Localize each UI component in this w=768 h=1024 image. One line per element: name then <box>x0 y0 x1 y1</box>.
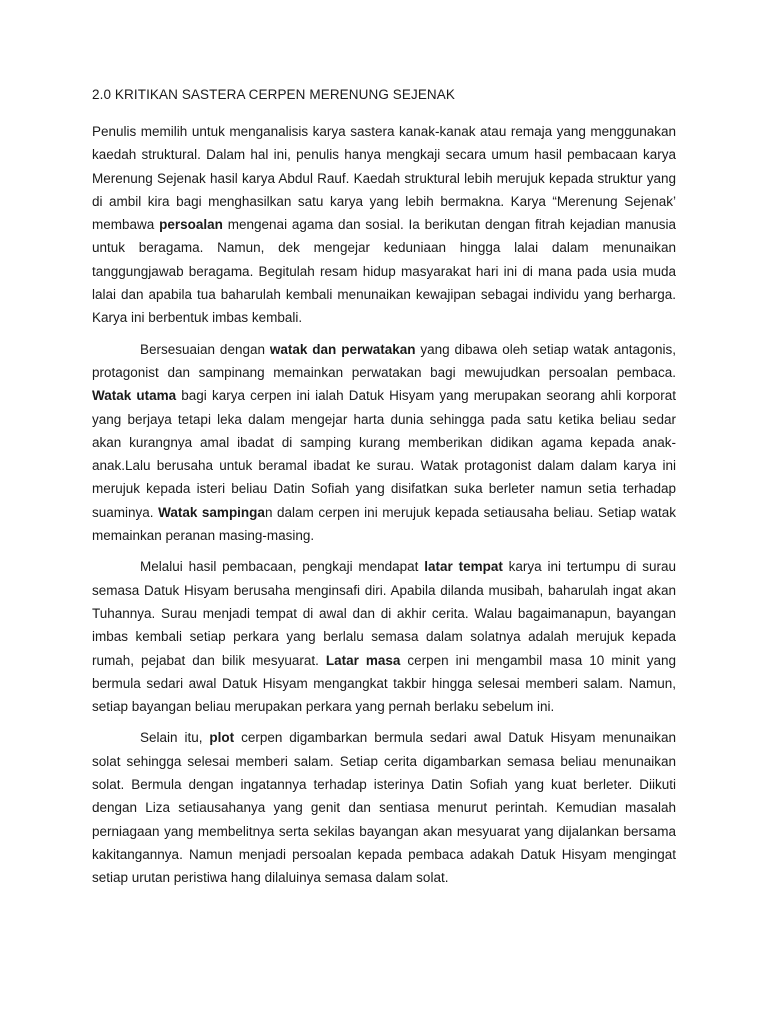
paragraph-text: mengenai agama dan sosial. Ia berikutan dengan fitrah kejadian manusia untuk beragama. Namun, dek mengejar keduniaan hingga lalai dalam menunaikan tanggungjawab beragama. Begitulah resam hidup masyarakat hari ini di mana pada usia muda lalai dan apabila tua baharulah kembali menunaikan kewajipan sebagai individu yang berharga. Karya ini berbentuk imbas kembali. <box>92 217 676 326</box>
paragraph-text: bagi karya cerpen ini ialah Datuk Hisyam yang merupakan seorang ahli korporat yang berjaya tetapi leka dalam mengejar harta dunia sehingga pada satu ketika beliau sedar akan kurangnya amal ibadat di samping kurang memberikan didikan agama kepada anak-anak.Lalu berusaha untuk beramal ibadat ke surau. Watak protagonist dalam dalam karya ini merujuk kepada isteri beliau Datin Sofiah yang disifatkan suka berleter namun setia terhadap suaminya. <box>92 388 676 520</box>
bold-term-watak-perwatakan: watak dan perwatakan <box>269 341 416 357</box>
paragraph-latar <box>92 555 676 718</box>
section-heading: 2.0 KRITIKAN SASTERA CERPEN MERENUNG SEJENAK <box>92 87 455 102</box>
paragraph-watak <box>92 338 676 548</box>
bold-term-persoalan: persoalan <box>159 217 223 233</box>
paragraph-text: Bersesuaian dengan <box>140 341 270 357</box>
paragraph-introduction <box>92 120 676 330</box>
paragraph-plot <box>92 726 676 889</box>
bold-term-watak-sampingan: Watak sampinga <box>158 504 265 520</box>
bold-term-latar-tempat: latar tempat <box>424 559 503 575</box>
bold-term-plot: plot <box>209 730 235 746</box>
paragraph-text: cerpen ini mengambil masa 10 minit yang bermula sedari awal Datuk Hisyam mengangkat takbir hingga selesai memberi salam. Namun, setiap bayangan beliau merupakan perkara yang pernah berlaku sebelum ini. <box>92 652 677 715</box>
bold-term-latar-masa: Latar masa <box>325 652 401 668</box>
paragraph-text: Selain itu, <box>140 730 210 746</box>
paragraph-text: n dalam cerpen ini merujuk kepada setiausaha beliau. Setiap watak memainkan peranan masing-masing. <box>92 504 676 544</box>
bold-term-watak-utama: Watak utama <box>92 388 177 404</box>
paragraph-text: yang dibawa oleh setiap watak antagonis, protagonist dan sampinang memainkan perwatakan bagi mewujudkan persoalan pembaca. <box>92 341 676 380</box>
paragraph-text: Melalui hasil pembacaan, pengkaji mendapat <box>140 559 425 575</box>
paragraph-text: Penulis memilih untuk menganalisis karya sastera kanak-kanak atau remaja yang menggunakan kaedah struktural. Dalam hal ini, penulis hanya mengkaji secara umum hasil pembacaan karya Merenung Sejenak hasil karya Abdul Rauf. Kaedah struktural lebih merujuk kepada struktur yang di ambil kira bagi menghasilkan satu karya yang lebih bermakna. Karya “Merenung Sejenak’ membawa <box>92 124 676 233</box>
paragraph-text: karya ini tertumpu di surau semasa Datuk Hisyam berusaha menginsafi diri. Apabila dilanda musibah, baharulah ingat akan Tuhannya. Surau menjadi tempat di awal dan di akhir cerita. Walau bagaimanapun, bayangan imbas kembali setiap perkara yang berlalu semasa dalam solatnya adalah merujuk kepada rumah, pejabat dan bilik mesyuarat. <box>92 559 676 668</box>
paragraph-text: cerpen digambarkan bermula sedari awal Datuk Hisyam menunaikan solat sehingga selesai memberi salam. Setiap cerita digambarkan semasa beliau menunaikan solat. Bermula dengan ingatannya terhadap isterinya Datin Sofiah yang kuat berleter. Diikuti dengan Liza setiausahanya yang genit dan sentiasa menurut perintah. Kemudian masalah perniagaan yang membelitnya serta sekilas bayangan akan mesyuarat yang dijalankan bersama kakitangannya. Namun menjadi persoalan kepada pembaca adakah Datuk Hisyam mengingat setiap urutan peristiwa hang dilaluinya semasa dalam solat. <box>92 730 676 886</box>
